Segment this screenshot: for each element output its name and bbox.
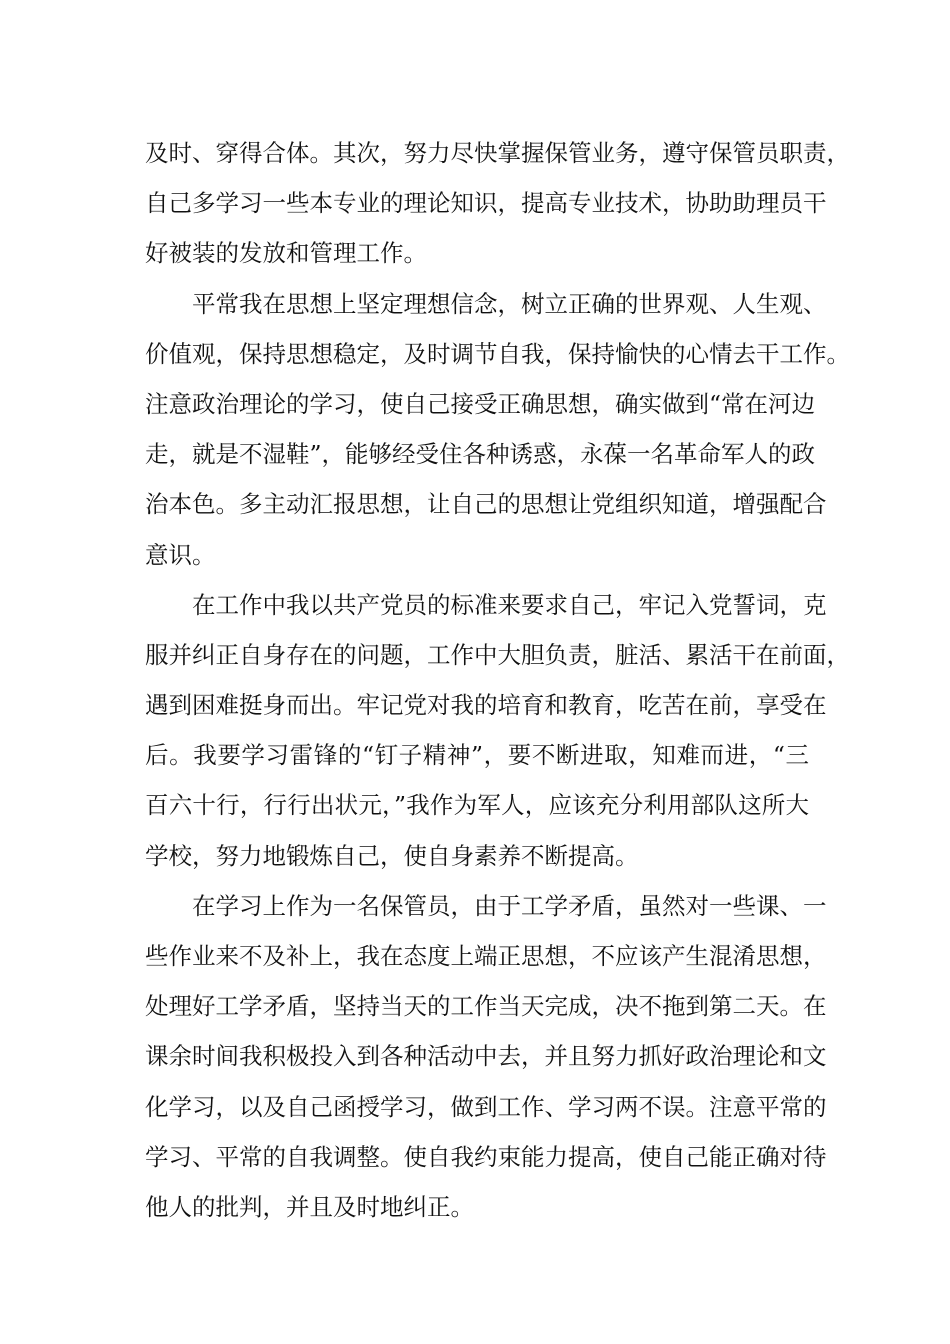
text-line: 意识。 bbox=[145, 540, 216, 569]
text-line: 在工作中我以共产党员的标准来要求自己，牢记入党誓词，克 bbox=[192, 590, 827, 619]
text-line: 后。我要学习雷锋的“钉子精神”，要不断进取，知难而进，“三 bbox=[145, 741, 809, 770]
text-line: 及时、穿得合体。其次，努力尽快掌握保管业务，遵守保管员职责， bbox=[145, 139, 850, 167]
text-line: 课余时间我积极投入到各种活动中去，并且努力抓好政治理论和文 bbox=[145, 1042, 827, 1071]
text-line: 走，就是不湿鞋”，能够经受住各种诱惑，永葆一名革命军人的政 bbox=[145, 440, 816, 469]
text-line: 些作业来不及补上，我在态度上端正思想，不应该产生混淆思想， bbox=[145, 942, 827, 970]
text-line: 化学习，以及自己函授学习，做到工作、学习两不误。注意平常的 bbox=[145, 1092, 827, 1121]
text-line: 服并纠正自身存在的问题，工作中大胆负责，脏活、累活干在前面， bbox=[145, 640, 850, 669]
text-line: 学校，努力地锻炼自己，使自身素养不断提高。 bbox=[145, 841, 639, 870]
text-line: 价值观，保持思想稳定，及时调节自我，保持愉快的心情去干工作。 bbox=[145, 339, 850, 368]
text-line: 他人的批判，并且及时地纠正。 bbox=[145, 1192, 474, 1221]
text-line: 学习、平常的自我调整。使自我约束能力提高，使自己能正确对待 bbox=[145, 1142, 827, 1171]
text-line: 在学习上作为一名保管员，由于工学矛盾，虽然对一些课、一 bbox=[192, 891, 827, 920]
text-line: 遇到困难挺身而出。牢记党对我的培育和教育，吃苦在前，享受在 bbox=[145, 691, 827, 720]
text-line: 注意政治理论的学习，使自己接受正确思想，确实做到“常在河边 bbox=[145, 389, 816, 418]
document-body bbox=[145, 128, 850, 1232]
text-line: 处理好工学矛盾，坚持当天的工作当天完成，决不拖到第二天。在 bbox=[145, 992, 827, 1021]
text-line: 好被装的发放和管理工作。 bbox=[145, 239, 427, 268]
text-line: 治本色。多主动汇报思想，让自己的思想让党组织知道，增强配合 bbox=[145, 490, 827, 519]
text-line: 自己多学习一些本专业的理论知识，提高专业技术，协助助理员干 bbox=[145, 189, 827, 218]
text-line: 百六十行，行行出状元，”我作为军人，应该充分利用部队这所大 bbox=[145, 791, 809, 820]
text-line: 平常我在思想上坚定理想信念，树立正确的世界观、人生观、 bbox=[192, 289, 827, 318]
